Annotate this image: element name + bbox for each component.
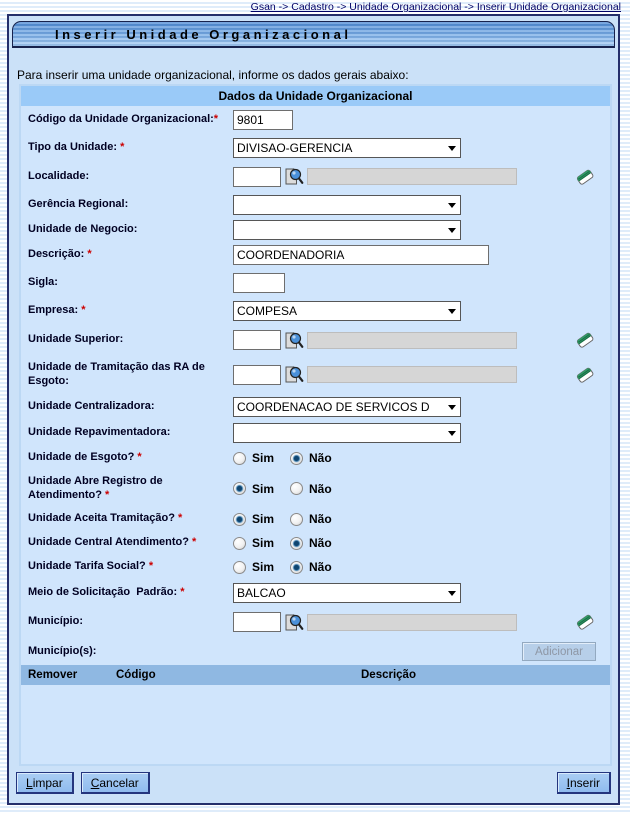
unidade-esgoto-label: Unidade de Esgoto? * bbox=[28, 451, 142, 464]
municipios-grid-header bbox=[21, 665, 610, 685]
abre-registro-label: Unidade Abre Registro de Atendimento? * bbox=[28, 474, 166, 501]
unidade-superior-code-input[interactable] bbox=[233, 330, 281, 350]
nao-label: Não bbox=[309, 512, 332, 526]
abre-registro-sim-radio[interactable] bbox=[233, 482, 246, 495]
field-row-municipios bbox=[21, 638, 610, 665]
meio-solicitacao-label: Meio de Solicitação Padrão: * bbox=[28, 585, 185, 598]
municipio-label: Município: bbox=[28, 615, 83, 628]
magnifier-document-icon bbox=[283, 166, 304, 187]
field-row-unidade-negocio bbox=[21, 217, 610, 242]
field-row-localidade bbox=[21, 161, 610, 192]
unidade-tramitacao-name-field bbox=[307, 366, 517, 383]
central-atendimento-label: Unidade Central Atendimento? * bbox=[28, 536, 197, 549]
central-atendimento-sim-radio[interactable] bbox=[233, 537, 246, 550]
codigo-label: Código da Unidade Organizacional:* bbox=[28, 113, 219, 126]
chevron-down-icon bbox=[448, 228, 456, 233]
central-atendimento-nao-radio[interactable] bbox=[290, 537, 303, 550]
tipo-unidade-label: Tipo da Unidade: * bbox=[28, 140, 125, 153]
tarifa-social-label: Unidade Tarifa Social? * bbox=[28, 560, 154, 573]
meio-solicitacao-select[interactable]: BALCAO bbox=[233, 583, 461, 603]
sim-label: Sim bbox=[252, 560, 275, 574]
form-panel bbox=[19, 84, 612, 766]
eraser-icon bbox=[574, 612, 596, 632]
unidade-tramitacao-lookup-button[interactable] bbox=[283, 364, 304, 385]
chevron-down-icon bbox=[448, 203, 456, 208]
chevron-down-icon bbox=[448, 405, 456, 410]
sim-label: Sim bbox=[252, 451, 275, 465]
sim-label: Sim bbox=[252, 512, 275, 526]
field-row-meio-solicitacao bbox=[21, 579, 610, 606]
grid-header-remover: Remover bbox=[28, 669, 78, 681]
chevron-down-icon bbox=[448, 309, 456, 314]
magnifier-document-icon bbox=[283, 364, 304, 385]
nao-label: Não bbox=[309, 451, 332, 465]
unidade-negocio-select[interactable] bbox=[233, 220, 461, 240]
field-row-gerencia-regional bbox=[21, 192, 610, 217]
field-row-tarifa-social bbox=[21, 555, 610, 579]
municipios-grid-body bbox=[21, 685, 610, 764]
field-row-central-atendimento bbox=[21, 531, 610, 555]
page-title-bar bbox=[12, 21, 615, 48]
unidade-repavimentadora-label: Unidade Repavimentadora: bbox=[28, 426, 171, 439]
municipio-clear-button[interactable] bbox=[574, 612, 596, 632]
field-row-unidade-superior bbox=[21, 324, 610, 356]
inserir-button[interactable]: Inserir bbox=[557, 772, 611, 794]
gerencia-regional-select[interactable] bbox=[233, 195, 461, 215]
field-row-descricao bbox=[21, 242, 610, 268]
main-window bbox=[7, 14, 620, 805]
municipio-lookup-button[interactable] bbox=[283, 612, 304, 633]
descricao-input[interactable] bbox=[233, 245, 489, 265]
unidade-superior-name-field bbox=[307, 332, 517, 349]
unidade-superior-label: Unidade Superior: bbox=[28, 333, 124, 346]
localidade-code-input[interactable] bbox=[233, 167, 281, 187]
section-header: Dados da Unidade Organizacional bbox=[21, 86, 610, 106]
aceita-tramitacao-label: Unidade Aceita Tramitação? * bbox=[28, 512, 183, 525]
page-title: Inserir Unidade Organizacional bbox=[55, 26, 352, 42]
localidade-lookup-button[interactable] bbox=[283, 166, 304, 187]
unidade-superior-clear-button[interactable] bbox=[574, 330, 596, 350]
gerencia-regional-label: Gerência Regional: bbox=[28, 197, 129, 210]
sigla-input[interactable] bbox=[233, 273, 285, 293]
unidade-esgoto-nao-radio[interactable] bbox=[290, 452, 303, 465]
field-row-unidade-repavimentadora bbox=[21, 420, 610, 446]
empresa-label: Empresa: * bbox=[28, 303, 86, 316]
grid-header-codigo: Código bbox=[116, 669, 156, 681]
aceita-tramitacao-sim-radio[interactable] bbox=[233, 513, 246, 526]
field-row-sigla bbox=[21, 268, 610, 297]
field-row-abre-registro bbox=[21, 470, 610, 507]
eraser-icon bbox=[574, 167, 596, 187]
sim-label: Sim bbox=[252, 481, 275, 496]
eraser-icon bbox=[574, 330, 596, 350]
field-row-empresa bbox=[21, 297, 610, 324]
limpar-button[interactable]: Limpar bbox=[16, 772, 74, 794]
municipios-label: Município(s): bbox=[28, 644, 97, 657]
magnifier-document-icon bbox=[283, 612, 304, 633]
localidade-label: Localidade: bbox=[28, 169, 90, 182]
cancelar-button[interactable]: Cancelar bbox=[81, 772, 150, 794]
chevron-down-icon bbox=[448, 146, 456, 151]
unidade-tramitacao-code-input[interactable] bbox=[233, 365, 281, 385]
tarifa-social-nao-radio[interactable] bbox=[290, 561, 303, 574]
municipio-code-input[interactable] bbox=[233, 612, 281, 632]
intro-text: Para inserir uma unidade organizacional, informe os dados gerais abaixo: bbox=[17, 68, 409, 82]
footer-button-bar bbox=[16, 771, 611, 795]
tarifa-social-sim-radio[interactable] bbox=[233, 561, 246, 574]
adicionar-button[interactable]: Adicionar bbox=[522, 642, 596, 661]
field-row-unidade-esgoto bbox=[21, 446, 610, 470]
field-row-codigo bbox=[21, 106, 610, 134]
sim-label: Sim bbox=[252, 536, 275, 550]
chevron-down-icon bbox=[448, 591, 456, 596]
magnifier-document-icon bbox=[283, 330, 304, 351]
field-row-tipo-unidade bbox=[21, 134, 610, 161]
field-row-unidade-centralizadora bbox=[21, 393, 610, 420]
tipo-unidade-select[interactable]: DIVISAO-GERENCIA bbox=[233, 138, 461, 158]
unidade-esgoto-sim-radio[interactable] bbox=[233, 452, 246, 465]
localidade-name-field bbox=[307, 168, 517, 185]
unidade-tramitacao-clear-button[interactable] bbox=[574, 365, 596, 385]
empresa-select[interactable]: COMPESA bbox=[233, 301, 461, 321]
field-row-aceita-tramitacao bbox=[21, 507, 610, 531]
sigla-label: Sigla: bbox=[28, 275, 58, 288]
unidade-repavimentadora-select[interactable] bbox=[233, 423, 461, 443]
aceita-tramitacao-nao-radio[interactable] bbox=[290, 513, 303, 526]
abre-registro-nao-radio[interactable] bbox=[290, 482, 303, 495]
descricao-label: Descrição: * bbox=[28, 248, 92, 261]
chevron-down-icon bbox=[448, 431, 456, 436]
unidade-tramitacao-label: Unidade de Tramitação das RA de Esgoto: bbox=[28, 360, 208, 387]
unidade-superior-lookup-button[interactable] bbox=[283, 330, 304, 351]
field-row-unidade-tramitacao bbox=[21, 356, 610, 393]
municipio-name-field bbox=[307, 614, 517, 631]
unidade-negocio-label: Unidade de Negocio: bbox=[28, 222, 138, 235]
breadcrumb[interactable]: Gsan -> Cadastro -> Unidade Organizacional -> Inserir Unidade Organizacional bbox=[250, 1, 621, 13]
nao-label: Não bbox=[309, 536, 332, 550]
codigo-input[interactable] bbox=[233, 110, 293, 130]
nao-label: Não bbox=[309, 481, 332, 496]
field-row-municipio bbox=[21, 606, 610, 638]
nao-label: Não bbox=[309, 560, 332, 574]
grid-header-descricao: Descrição bbox=[361, 669, 416, 681]
localidade-clear-button[interactable] bbox=[574, 167, 596, 187]
unidade-centralizadora-select[interactable]: COORDENACAO DE SERVICOS D bbox=[233, 397, 461, 417]
unidade-centralizadora-label: Unidade Centralizadora: bbox=[28, 399, 155, 412]
eraser-icon bbox=[574, 365, 596, 385]
